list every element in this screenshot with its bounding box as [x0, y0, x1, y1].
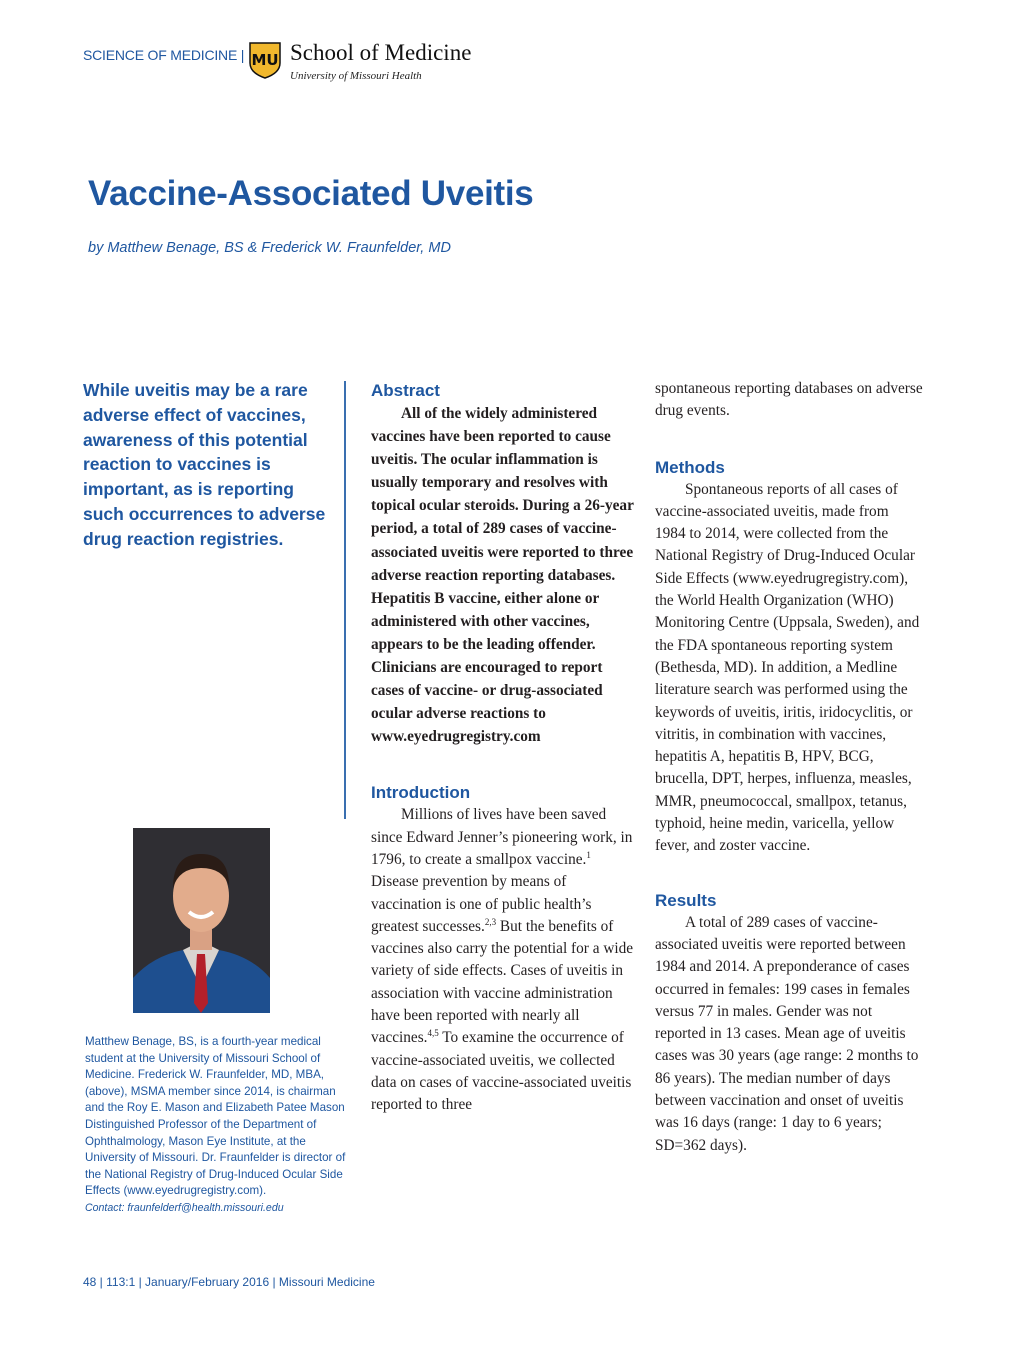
- abstract-body: All of the widely administered vaccines have been reported to cause uveitis. The ocular inflammation is usually temporary and resolves with topical ocular steroids. During a 26-year period, a total of 289 cases of vaccine-associated uveitis were reported to three adverse reaction reporting databases. Hepatitis B vaccine, either alone or administered with other vaccines, appears to be the leading offender. Clinicians are encouraged to report cases of vaccine- or drug-associated ocular adverse reactions to www.eyedrugregistry.com: [371, 405, 634, 746]
- results-heading: Results: [655, 890, 717, 910]
- ref-1: 1: [586, 849, 591, 860]
- abstract-heading: Abstract: [371, 381, 440, 400]
- intro-continuation: spontaneous reporting databases on adverse drug events.: [655, 380, 923, 420]
- column-3: [655, 378, 923, 1157]
- column-2: [371, 380, 639, 1117]
- article-title: Vaccine-Associated Uveitis: [88, 174, 534, 213]
- methods-body: Spontaneous reports of all cases of vaccine-associated uveitis, made from 1984 to 2014, were collected from the National Registry of Drug-Induced Ocular Side Effects (www.eyedrugregistry.com), the World Health Organization (WHO) Monitoring Centre (Uppsala, Sweden), and the FDA spontaneous reporting system (Bethesda, MD). In addition, a Medline literature search was performed using the keywords of uveitis, iritis, iridocyclitis, or vitritis, in combination with vaccines, hepatitis A, hepatitis B, HPV, BCG, brucella, DPT, herpes, influenza, measles, MMR, pneumococcal, smallpox, tetanus, typhoid, heine medin, varicella, yellow fever, and zoster vaccine.: [655, 480, 920, 855]
- author-caption: [85, 1034, 347, 1217]
- column-divider: [344, 381, 346, 819]
- results-body: A total of 289 cases of vaccine-associated uveitis were reported between 1984 and 2014. A preponderance of cases occurred in females: 199 cases in females versus 77 in males. Gender was not reported in 13 cases. Mean age of uveitis cases was 30 years (age range: 2 months to 86 years). The median number of days between vaccination and onset of uveitis was 16 days (range: 1 day to 6 years; SD=362 days).: [655, 913, 919, 1154]
- school-name: School of Medicine: [290, 40, 472, 65]
- author-photo: [133, 828, 270, 1013]
- svg-text:MU: MU: [251, 51, 279, 69]
- caption-text: Matthew Benage, BS, is a fourth-year medical student at the University of Missouri School of Medicine. Frederick W. Fraunfelder, MD, MBA, (above), MSMA member since 2014, is chairman and the Roy E. Mason and Elizabeth Patee Mason Distinguished Professor of the Department of Ophthalmology, Mason Eye Institute, at the University of Missouri. Dr. Fraunfelder is director of the National Registry of Drug-Induced Ocular Side Effects (www.eyedrugregistry.com).: [85, 1035, 346, 1198]
- introduction-body: Millions of lives have been saved since Edward Jenner’s pioneering work, in 1796, to create a smallpox vaccine.$^1$ Disease prevention by means of vaccination is one of public health’s greatest successes.$^{2,3}$ But the benefits of vaccines also carry the potential for a wide variety of side effects. Cases of uveitis in association with vaccine administration have been reported with nearly all vaccines.$^{4,5}$ To examine the occurrence of vaccine-associated uveitis, we collected data on cases of vaccine-associated uveitis reported to three: [371, 806, 634, 1114]
- introduction-heading: Introduction: [371, 783, 471, 803]
- pull-quote: While uveitis may be a rare adverse effect of vaccines, awareness of this potential reaction to vaccines is important, as is reporting such occurrences to adverse drug reaction registries.: [83, 380, 326, 549]
- school-subtitle: University of Missouri Health: [290, 70, 422, 82]
- methods-heading: Methods: [655, 457, 725, 477]
- byline: by Matthew Benage, BS & Frederick W. Fraunfelder, MD: [88, 240, 451, 256]
- ref-2: 2,3: [484, 916, 497, 927]
- mu-logo-icon: [248, 41, 282, 79]
- ref-3: 4,5: [427, 1028, 439, 1039]
- page-footer: 48 | 113:1 | January/February 2016 | Missouri Medicine: [83, 1275, 375, 1289]
- contact-email: Contact: fraunfelderf@health.missouri.edu: [85, 1201, 284, 1214]
- section-label: SCIENCE OF MEDICINE |: [83, 47, 245, 63]
